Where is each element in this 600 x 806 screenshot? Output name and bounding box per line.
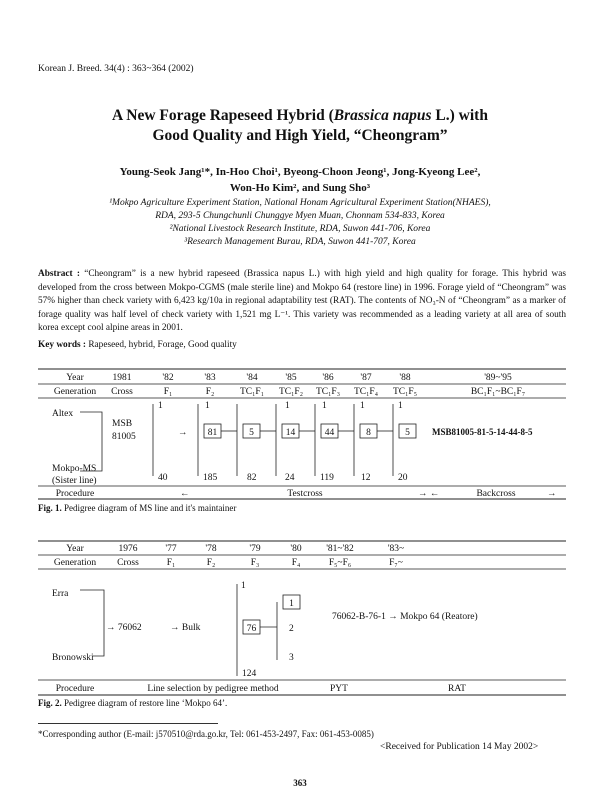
- fig2-generation-label: Generation: [53, 558, 97, 568]
- fig1-generation: TC₁F₁: [239, 387, 265, 397]
- abstract: [38, 268, 566, 336]
- fig1-selected-box: 44: [324, 428, 335, 438]
- fig2-generation: Cross: [117, 558, 139, 568]
- fig2-generation: F₃: [250, 558, 260, 568]
- fig1-year: '87: [360, 373, 372, 383]
- fig2-caption-text: Pedigree diagram of restore line ‘Mokpo 64’.: [61, 698, 228, 708]
- fig1-count-top: 1: [205, 401, 210, 411]
- fig1-arrow-left: ←: [180, 489, 190, 499]
- fig2-year-label: Year: [66, 544, 84, 554]
- fig1-count-bottom: 24: [285, 473, 295, 483]
- fig2-year: '81~'82: [326, 544, 354, 554]
- fig1-parent-mokpo-ms: Mokpo-MS: [52, 464, 97, 474]
- figure-1: [0, 368, 600, 508]
- fig1-year: '84: [246, 373, 258, 383]
- fig2-count-bottom: 124: [242, 669, 257, 679]
- fig2-year: '83~: [387, 544, 405, 554]
- fig1-year-label: Year: [66, 373, 84, 383]
- paper-title-line2: Good Quality and High Yield, “Cheongram”: [152, 127, 448, 144]
- fig1-backcross: Backcross: [476, 489, 516, 499]
- fig1-count-bottom: 20: [398, 473, 408, 483]
- fig2-line-2: 2: [289, 624, 294, 634]
- fig1-year: '88: [399, 373, 411, 383]
- fig1-msb: MSB: [112, 419, 133, 429]
- affiliation-1b: RDA, 293-5 Chungchunli Chunggye Myen Muan, Chonnam 534-833, Korea: [155, 211, 445, 221]
- fig1-generation: TC₁F₄: [353, 387, 379, 397]
- fig1-year: '83: [204, 373, 216, 383]
- fig1-count-top: 1: [285, 401, 290, 411]
- fig2-bulk: → Bulk: [170, 623, 201, 633]
- fig2-generation: F₇~: [389, 558, 403, 568]
- fig1-count-bottom: 119: [320, 473, 334, 483]
- fig1-count-top: 1: [158, 401, 163, 411]
- keywords: [38, 340, 237, 350]
- fig2-selected-box: 76: [246, 624, 257, 634]
- fig2-cross-number: → 76062: [106, 623, 142, 633]
- fig2-selected-box: 1: [289, 599, 294, 609]
- fig1-year: '86: [322, 373, 334, 383]
- fig2-year: '78: [205, 544, 217, 554]
- keywords-label: Key words :: [38, 340, 87, 350]
- paper-title-line1: [0, 106, 600, 126]
- fig2-procedure-label: Procedure: [55, 684, 95, 694]
- fig2-rat: RAT: [448, 684, 466, 694]
- fig1-testcross: Testcross: [287, 489, 323, 499]
- fig2-year: '79: [249, 544, 261, 554]
- footnote-rule: [38, 723, 218, 724]
- fig1-selected-box: 14: [285, 428, 296, 438]
- fig1-generation: TC₁F₂: [278, 387, 304, 397]
- fig1-generation-label: Generation: [53, 387, 97, 397]
- fig2-result-line: 76062-B-76-1 → Mokpo 64 (Reatore): [332, 612, 478, 622]
- fig1-generation: F₁: [163, 387, 173, 397]
- fig1-generation: TC₁F₃: [315, 387, 341, 397]
- fig2-caption-label: Fig. 2.: [38, 698, 62, 708]
- fig1-selected-box: 8: [366, 428, 371, 438]
- fig2-count-top: 1: [241, 581, 246, 591]
- fig1-year: '89~'95: [484, 373, 512, 383]
- keywords-text: Rapeseed, hybrid, Forage, Good quality: [86, 340, 237, 350]
- fig1-year: '85: [285, 373, 297, 383]
- fig1-generation: TC₁F₅: [392, 387, 418, 397]
- fig1-count-top: 1: [360, 401, 365, 411]
- corresponding-author-footnote: *Corresponding author (E-mail: j570510@rda.go.kr, Tel: 061-453-2497, Fax: 061-453-0085): [38, 729, 374, 739]
- fig1-year: 1981: [112, 373, 132, 383]
- fig1-count-bottom: 40: [158, 473, 168, 483]
- abstract-text: “Cheongram” is a new hybrid rapeseed (Brassica napus L.) with high yield and high quality for forage. This hybrid was developed from the cross between Mokpo-CGMS (male sterile line) and Mokpo 64 (restore line) in 1996. Forage yield of “Cheongram” was 57% higher than check variety with 6,423 kg/10a in regional adaptability test (RAT). The contents of NO₃-N of “Cheongram” as a marker of forage quality was half level of check variety with 1,521 mg L⁻¹. This variety was recommended as a leading variety at all area of south korea except cool alpine areas in 2001.: [38, 269, 566, 334]
- title-part-a: A New Forage Rapeseed Hybrid (: [112, 107, 334, 124]
- fig2-year: '77: [165, 544, 177, 554]
- fig2-parent-erra: Erra: [52, 589, 69, 599]
- fig2-generation: F₅~F₆: [328, 558, 352, 568]
- fig1-generation: Cross: [111, 387, 133, 397]
- page-number: 363: [293, 778, 307, 788]
- fig1-year: '82: [162, 373, 174, 383]
- fig1-generation: BC₁F₁~BC₁F₇: [470, 387, 526, 397]
- authors-line2: Won-Ho Kim², and Sung Sho³: [229, 182, 371, 194]
- fig1-count-bottom: 185: [203, 473, 218, 483]
- abstract-label: Abstract :: [38, 269, 80, 279]
- figure-2-caption: [38, 698, 227, 708]
- fig1-count-bottom: 12: [361, 473, 371, 483]
- fig2-year: '80: [290, 544, 302, 554]
- fig1-count-bottom: 82: [247, 473, 257, 483]
- fig1-procedure-label: Procedure: [55, 489, 95, 499]
- fig1-count-top: 1: [322, 401, 327, 411]
- affiliation-3: ³Research Management Burau, RDA, Suwon 441-707, Korea: [184, 237, 416, 247]
- title-part-b: L.) with: [431, 107, 488, 124]
- fig2-pyt: PYT: [330, 684, 348, 694]
- fig2-generation: F₄: [291, 558, 301, 568]
- fig1-caption-text: Pedigree diagram of MS line and it's maintainer: [61, 503, 237, 513]
- fig1-arrow: →: [178, 428, 188, 438]
- title-species: Brassica napus: [333, 107, 432, 124]
- figure-2: [0, 540, 600, 698]
- fig2-line-selection: Line selection by pedigree method: [147, 684, 279, 694]
- fig2-line-3: 3: [289, 653, 294, 663]
- fig1-result-line: MSB81005-81-5-14-44-8-5: [432, 427, 533, 437]
- fig2-parent-bronowski: Bronowski: [52, 653, 94, 663]
- authors-line1: Young-Seok Jang¹*, In-Hoo Choi¹, Byeong-Choon Jeong¹, Jong-Kyeong Lee²,: [119, 166, 481, 178]
- fig1-parent-altex: Altex: [52, 409, 74, 419]
- received-date: <Received for Publication 14 May 2002>: [380, 742, 539, 752]
- fig1-count-top: 1: [398, 401, 403, 411]
- fig1-arrows-mid: → ←: [418, 489, 440, 499]
- figure-1-caption: [38, 503, 236, 513]
- fig1-selected-box: 5: [249, 428, 254, 438]
- affiliation-2: ²National Livestock Research Institute, RDA, Suwon 441-706, Korea: [169, 224, 431, 234]
- fig2-generation: F₂: [206, 558, 216, 568]
- fig1-sister-line: (Sister line): [52, 476, 97, 486]
- fig2-generation: F₁: [166, 558, 176, 568]
- fig1-selected-box: 81: [207, 428, 218, 438]
- journal-citation: Korean J. Breed. 34(4) : 363~364 (2002): [38, 64, 194, 74]
- fig1-selected-box: 5: [405, 428, 410, 438]
- fig1-caption-label: Fig. 1.: [38, 503, 62, 513]
- fig1-msb-no: 81005: [112, 432, 136, 442]
- affiliation-1: ¹Mokpo Agriculture Experiment Station, National Honam Agricultural Experiment Station(NHAES),: [109, 198, 491, 208]
- fig1-generation: F₂: [205, 387, 215, 397]
- fig1-arrow-right: →: [547, 489, 557, 499]
- fig2-year: 1976: [118, 544, 138, 554]
